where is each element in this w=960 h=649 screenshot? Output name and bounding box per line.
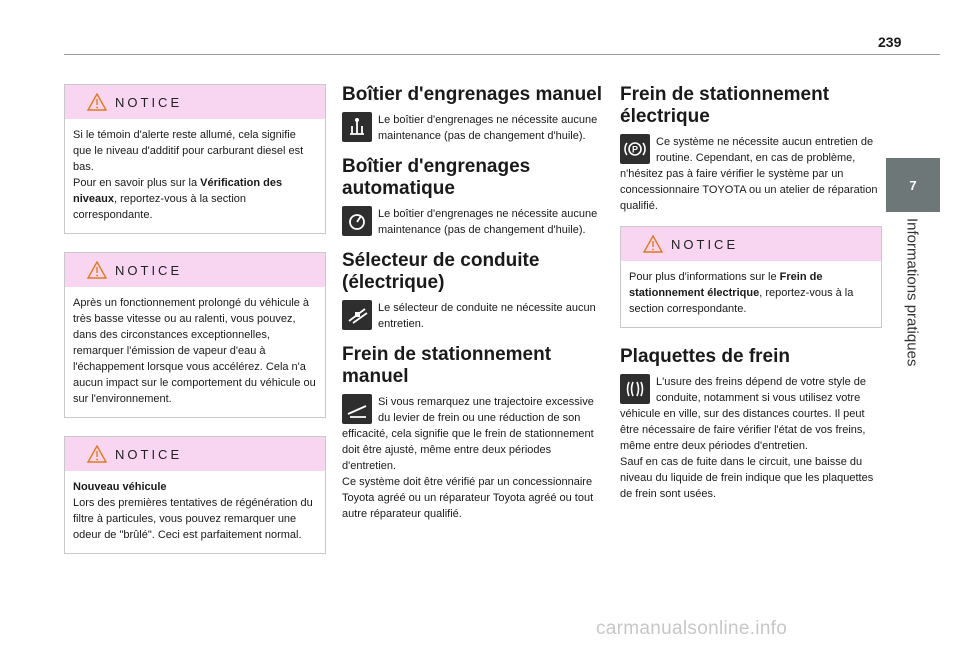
notice-box <box>64 436 326 554</box>
notice-title: NOTICE <box>115 94 183 110</box>
notice-text: Après un fonctionnement prolongé du véhicule à très basse vitesse ou au ralenti, vous pouvez, dans des circonstances exceptionnelles, remarquer l'émission de vapeur d'eau à l'échappement lorsque vous accélérez. Cela n'a aucun impact sur le comportement du véhicule ou sur l'environnement. <box>73 297 316 405</box>
gearbox-automatic-icon <box>342 206 372 236</box>
notice-link-ref: Vérification des niveaux <box>73 177 283 205</box>
warning-icon <box>87 93 107 111</box>
section-text: L'usure des freins dépend de votre style de conduite, notamment si vous utilisez votre véhicule en ville, sur des distances courtes. Il peut être nécessaire de faire vérifier l'état de vos freins, même entre deux périodes d'entretien. <box>620 376 867 452</box>
warning-icon <box>643 235 663 253</box>
page-number: 239 <box>878 34 902 50</box>
notice-subheading: Nouveau véhicule <box>73 481 167 493</box>
notice-body <box>65 287 325 417</box>
section-title: Boîtier d'engrenages automatique <box>342 156 531 199</box>
section-text: Le boîtier d'engrenages ne nécessite aucune maintenance (pas de changement d'huile). <box>378 114 598 142</box>
section-title: Plaquettes de frein <box>620 346 790 367</box>
drive-selector-icon <box>342 300 372 330</box>
notice-header <box>65 85 325 119</box>
section-text: Le boîtier d'engrenages ne nécessite aucune maintenance (pas de changement d'huile). <box>378 208 598 236</box>
chapter-title: Informations pratiques <box>903 218 921 367</box>
notice-title: NOTICE <box>115 262 183 278</box>
notice-header <box>65 253 325 287</box>
section-title: Sélecteur de conduite (électrique) <box>342 250 540 293</box>
notice-body <box>65 471 325 553</box>
handbrake-icon <box>342 394 372 424</box>
section-text: Le sélecteur de conduite ne nécessite aucun entretien. <box>378 302 596 330</box>
section-brake-pads <box>620 346 882 502</box>
notice-box <box>64 252 326 418</box>
notice-body <box>621 261 881 327</box>
notice-text: Pour plus d'informations sur le Frein de stationnement électrique, reportez-vous à la section correspondante. <box>629 271 854 315</box>
chapter-title-vertical <box>884 218 940 388</box>
notice-body <box>65 119 325 233</box>
section-title: Frein de stationnement électrique <box>620 84 830 127</box>
watermark: carmanualsonline.info <box>596 618 788 639</box>
section-text: Ce système doit être vérifié par un concessionnaire Toyota agréé ou un réparateur Toyota agréé ou tout autre réparateur qualifié. <box>342 476 594 520</box>
column-left <box>64 84 326 572</box>
notice-header <box>65 437 325 471</box>
section-text: Sauf en cas de fuite dans le circuit, une baisse du niveau du liquide de frein indique que les plaquettes de frein sont usées. <box>620 456 874 500</box>
notice-title: NOTICE <box>115 446 183 462</box>
header-divider <box>64 54 940 55</box>
section-manual-parking-brake <box>342 344 604 522</box>
svg-text:P: P <box>631 144 639 155</box>
notice-text: Si le témoin d'alerte reste allumé, cela signifie que le niveau d'additif pour carburant diesel est bas. <box>73 129 304 173</box>
notice-box <box>64 84 326 234</box>
column-middle <box>342 84 604 534</box>
section-title: Boîtier d'engrenages manuel <box>342 84 603 105</box>
notice-box <box>620 226 882 328</box>
section-text: Ce système ne nécessite aucun entretien de routine. Cependant, en cas de problème, n'hésitez pas à faire vérifier le système par un concessionnaire TOYOTA ou un atelier de réparation qualifié. <box>620 136 878 212</box>
section-drive-selector <box>342 250 604 332</box>
warning-icon <box>87 445 107 463</box>
notice-header <box>621 227 881 261</box>
brake-pads-icon <box>620 374 650 404</box>
section-electric-parking-brake <box>620 84 882 214</box>
notice-link-ref: Frein de stationnement électrique <box>629 271 823 299</box>
section-title: Frein de stationnement manuel <box>342 344 552 387</box>
section-gearbox-automatic <box>342 156 604 238</box>
section-gearbox-manual <box>342 84 604 144</box>
notice-title: NOTICE <box>671 236 739 252</box>
column-right <box>620 84 882 514</box>
chapter-tab[interactable] <box>886 158 940 212</box>
electric-parking-brake-icon <box>620 134 650 164</box>
chapter-number: 7 <box>909 177 917 193</box>
section-text: Si vous remarquez une trajectoire excessive du levier de frein ou une réduction de son efficacité, cela signifie que le frein de stationnement doit être ajusté, même entre deux périodes d'entretien. <box>342 396 594 472</box>
notice-text: Lors des premières tentatives de régénération du filtre à particules, vous pouvez remarquer une odeur de "brûlé". Ceci est parfaitement normal. <box>73 497 313 541</box>
notice-text: Pour en savoir plus sur la Vérification des niveaux, reportez-vous à la section correspondante. <box>73 177 283 221</box>
gearbox-manual-icon <box>342 112 372 142</box>
warning-icon <box>87 261 107 279</box>
